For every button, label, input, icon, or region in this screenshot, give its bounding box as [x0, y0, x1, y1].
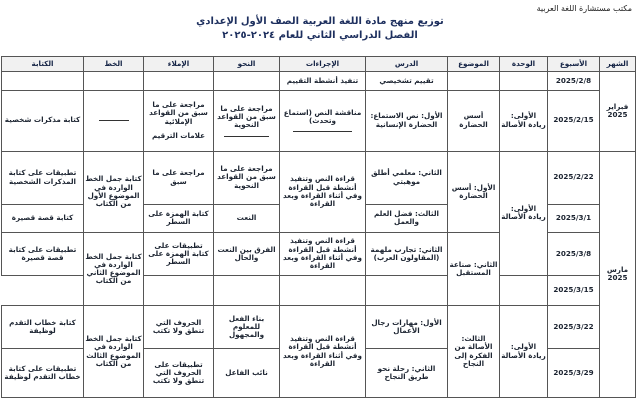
handwriting-cell: كتابة جمل الخط الواردة في الموضوع الأول من الكتاب: [84, 151, 144, 232]
week-cell: 2025/3/1: [548, 204, 600, 233]
topic-cell: [448, 72, 500, 90]
week-cell: 2025/3/15: [548, 275, 600, 306]
dictation-cell: الحروف التي تنطق ولا تكتب: [144, 306, 214, 349]
writing-cell: كتابة خطاب التقدم لوظيفة: [2, 306, 84, 349]
handwriting-cell: [84, 72, 144, 90]
week-cell: 2025/2/15: [548, 90, 600, 151]
grammar-cell: النعت: [214, 204, 280, 233]
table-row: [2, 72, 636, 90]
col-dictation: الإملاء: [144, 57, 214, 72]
week-cell: 2025/3/8: [548, 233, 600, 276]
procedures-cell: [366, 275, 448, 306]
procedures-cell: قراءة النص وتنفيذ أنشطة قبل القراءة وفي أثناء القراءة وبعد القراءة: [280, 151, 366, 232]
col-grammar: النحو: [214, 57, 280, 72]
dictation-extra-text: علامات الترقيم: [151, 130, 206, 140]
handwriting-cell: [84, 90, 144, 151]
dictation-cell: مراجعة على ما سبق: [144, 151, 214, 204]
col-week: الأسبوع: [548, 57, 600, 72]
table-row: [2, 306, 636, 349]
dictation-cell: تطبيقات على الحروف التي تنطق ولا تكتب: [144, 349, 214, 398]
dictation-cell: [144, 72, 214, 90]
lesson-cell: الأول: مهارات رجال الأعمال: [366, 306, 448, 349]
procedures-cell: تنفيذ أنشطة التقييم: [280, 72, 366, 90]
col-topic: الموضوع: [448, 57, 500, 72]
unit-cell: [500, 72, 548, 90]
unit-cell: الأولى: ريادة الأصالة: [500, 306, 548, 398]
grammar-cell: [214, 90, 280, 151]
week-cell: 2025/2/22: [548, 151, 600, 204]
dictation-cell: [144, 90, 214, 151]
lesson-cell: الثاني: تجارب ملهمة (المقاولون العرب): [366, 233, 448, 276]
empty-dash: [99, 120, 129, 121]
lesson-cell: الثاني: رحلة نحو طريق النجاح: [366, 349, 448, 398]
grammar-text: مراجعة على ما سبق من القواعد النحوية: [217, 103, 276, 130]
week-cell: 2025/3/22: [548, 306, 600, 349]
dictation-cell: تطبيقات على كتابة الهمزة على السطر: [144, 233, 214, 276]
blank-line: [293, 131, 351, 132]
col-writing: الكتابة: [2, 57, 84, 72]
writing-cell: تطبيقات على كتابة المذكرات الشخصية: [2, 151, 84, 204]
procedures-text: مناقشة النص (استماع وتحدث): [283, 107, 362, 126]
procedures-cell: [280, 90, 366, 151]
handwriting-cell: كتابة جمل الخط الواردة في الموضوع الثالث من الكتاب: [84, 306, 144, 398]
topic-cell: الأول: أسس الحضارة: [448, 151, 500, 232]
writing-cell: كتابة مذكرات شخصية: [2, 90, 84, 151]
writing-cell: [2, 72, 84, 90]
writing-cell: تطبيقات على كتابة قصة قصيرة: [2, 233, 84, 276]
dictation-cell: كتابة الهمزة على السطر: [144, 204, 214, 233]
col-procedures: الإجراءات: [280, 57, 366, 72]
unit-cell: الأولى: ريادة الأصالة: [500, 151, 548, 275]
lesson-cell: الثاني: معلمي أطلق موهبتي: [366, 151, 448, 204]
col-month: الشهر: [600, 57, 636, 72]
grammar-cell: الفرق بين النعت والحال: [214, 233, 280, 276]
grammar-cell: نائب الفاعل: [214, 349, 280, 398]
month-cell: فبراير 2025: [600, 72, 636, 151]
col-handwriting: الخط: [84, 57, 144, 72]
grammar-cell: مراجعة على ما سبق من القواعد النحوية: [214, 151, 280, 204]
unit-cell: الأولى: ريادة الأصالة: [500, 90, 548, 151]
office-label: مكتب مستشارة اللغة العربية: [536, 4, 632, 13]
grammar-cell: بناء الفعل للمعلوم والمجهول: [214, 306, 280, 349]
topic-cell: أسس الحضارة: [448, 90, 500, 151]
col-unit: الوحدة: [500, 57, 548, 72]
grammar-cell: [280, 275, 366, 306]
topic-cell: الثاني: صناعة المستقبل: [448, 233, 500, 306]
dictation-cell: [214, 275, 280, 306]
blank-line: [224, 136, 268, 137]
dictation-text: مراجعة على ما سبق من القواعد الإملائية: [149, 100, 208, 126]
week-cell: 2025/2/8: [548, 72, 600, 90]
topic-cell: الثالث: الأصالة من الفكرة إلى النجاح: [448, 306, 500, 398]
table-row: [2, 90, 636, 151]
lesson-cell: الثالث: فضل العلم والعمل: [366, 204, 448, 233]
col-lesson: الدرس: [366, 57, 448, 72]
writing-cell: كتابة قصة قصيرة: [2, 204, 84, 233]
curriculum-table: [1, 56, 636, 398]
header-row: [2, 57, 636, 72]
lesson-cell: تقييم تشخيصي: [366, 72, 448, 90]
week-cell: 2025/3/29: [548, 349, 600, 398]
grammar-cell: [214, 72, 280, 90]
lesson-cell: الأول: نص الاستماع: الحضارة الإنسانية: [366, 90, 448, 151]
procedures-cell: قراءة النص وتنفيذ أنشطة قبل القراءة وفي أثناء القراءة وبعد القراءة: [280, 306, 366, 398]
procedures-cell: قراءة النص وتنفيذ أنشطة قبل القراءة وفي أثناء القراءة وبعد القراءة: [280, 233, 366, 276]
lesson-cell: [500, 275, 548, 306]
handwriting-cell: كتابة جمل الخط الواردة في الموضوع الثاني من الكتاب: [84, 233, 144, 306]
month-cell: مارس 2025: [600, 151, 636, 397]
writing-cell: [144, 275, 214, 306]
writing-cell: تطبيقات على كتابة خطاب التقدم لوظيفة: [2, 349, 84, 398]
document-subtitle: الفصل الدراسي الثاني للعام ٢٠٢٤-٢٠٢٥: [222, 30, 418, 41]
document-title: توزيع منهج مادة اللغة العربية الصف الأول الإعدادي: [196, 16, 444, 27]
table-row: [2, 151, 636, 204]
